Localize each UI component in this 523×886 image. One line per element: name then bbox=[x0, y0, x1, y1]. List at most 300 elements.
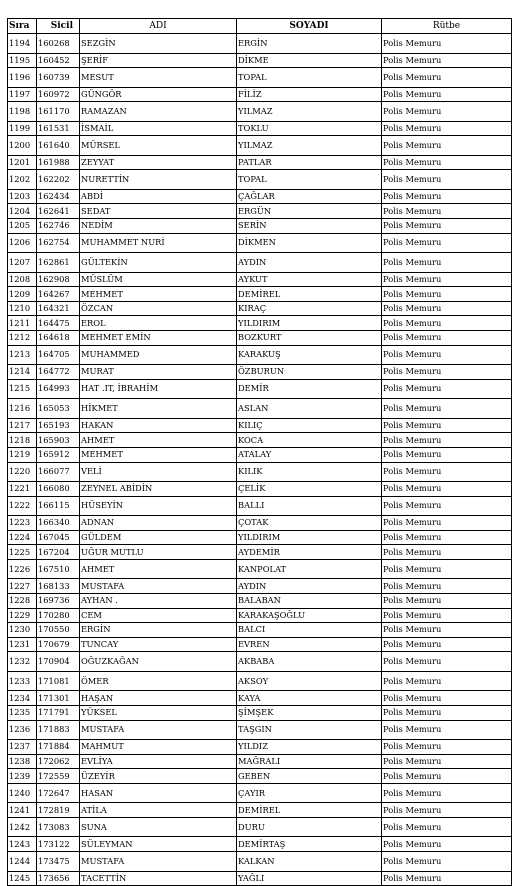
sicil-cell: 171791 bbox=[37, 705, 80, 720]
sicil-cell: 171884 bbox=[37, 740, 80, 755]
table-row bbox=[8, 871, 512, 886]
table-row bbox=[8, 516, 512, 531]
adi-cell: GÜLTEKİN bbox=[80, 253, 237, 273]
adi-cell: HÜSEYİN bbox=[80, 496, 237, 516]
soyadi-cell: AKSOY bbox=[237, 671, 382, 691]
table-row bbox=[8, 379, 512, 399]
rutbe-cell: Polis Memuru bbox=[382, 365, 512, 380]
table-row bbox=[8, 769, 512, 784]
rutbe-cell: Polis Memuru bbox=[382, 482, 512, 497]
rutbe-cell: Polis Memuru bbox=[382, 652, 512, 672]
sicil-cell: 173475 bbox=[37, 852, 80, 872]
sicil-cell: 162641 bbox=[37, 204, 80, 219]
sicil-cell: 160268 bbox=[37, 34, 80, 54]
rutbe-cell: Polis Memuru bbox=[382, 852, 512, 872]
soyadi-cell: YILDIRIM bbox=[237, 530, 382, 545]
table-row bbox=[8, 301, 512, 316]
header-row bbox=[8, 19, 512, 34]
sira-cell: 1224 bbox=[8, 530, 37, 545]
sicil-cell: 170280 bbox=[37, 608, 80, 623]
sicil-cell: 164475 bbox=[37, 316, 80, 331]
table-row bbox=[8, 530, 512, 545]
soyadi-cell: YAĞLI bbox=[237, 871, 382, 886]
adi-cell: ATİLA bbox=[80, 803, 237, 818]
sicil-cell: 162434 bbox=[37, 189, 80, 204]
table-row bbox=[8, 170, 512, 190]
table-row bbox=[8, 121, 512, 136]
sicil-cell: 165053 bbox=[37, 399, 80, 419]
sira-cell: 1220 bbox=[8, 462, 37, 482]
sira-cell: 1198 bbox=[8, 102, 37, 122]
adi-cell: MÜSLÜM bbox=[80, 272, 237, 287]
adi-cell: ZEYNEL ABİDİN bbox=[80, 482, 237, 497]
soyadi-cell: KALKAN bbox=[237, 852, 382, 872]
rutbe-cell: Polis Memuru bbox=[382, 272, 512, 287]
sicil-cell: 169736 bbox=[37, 593, 80, 608]
rutbe-cell: Polis Memuru bbox=[382, 155, 512, 170]
rutbe-cell: Polis Memuru bbox=[382, 136, 512, 156]
rutbe-cell: Polis Memuru bbox=[382, 691, 512, 706]
adi-cell: MEHMET bbox=[80, 287, 237, 302]
sicil-cell: 171081 bbox=[37, 671, 80, 691]
table-row bbox=[8, 399, 512, 419]
sira-cell: 1211 bbox=[8, 316, 37, 331]
sicil-cell: 170679 bbox=[37, 637, 80, 652]
adi-cell: ADNAN bbox=[80, 516, 237, 531]
rutbe-cell: Polis Memuru bbox=[382, 345, 512, 365]
soyadi-cell: AYKUT bbox=[237, 272, 382, 287]
soyadi-cell: YILDIZ bbox=[237, 740, 382, 755]
table-row bbox=[8, 447, 512, 462]
adi-cell: AHMET bbox=[80, 433, 237, 448]
soyadi-cell: ERGÜN bbox=[237, 204, 382, 219]
soyadi-cell: TOKLU bbox=[237, 121, 382, 136]
rutbe-cell: Polis Memuru bbox=[382, 803, 512, 818]
table-row bbox=[8, 559, 512, 579]
rutbe-cell: Polis Memuru bbox=[382, 720, 512, 740]
adi-cell: ÖMER bbox=[80, 671, 237, 691]
rutbe-cell: Polis Memuru bbox=[382, 331, 512, 346]
sira-cell: 1218 bbox=[8, 433, 37, 448]
adi-cell: SUNA bbox=[80, 817, 237, 837]
rutbe-cell: Polis Memuru bbox=[382, 379, 512, 399]
soyadi-cell: KILIK bbox=[237, 462, 382, 482]
rutbe-cell: Polis Memuru bbox=[382, 516, 512, 531]
sicil-cell: 167045 bbox=[37, 530, 80, 545]
adi-cell: MAHMUT bbox=[80, 740, 237, 755]
sicil-cell: 170550 bbox=[37, 623, 80, 638]
rutbe-cell: Polis Memuru bbox=[382, 671, 512, 691]
soyadi-cell: KANPOLAT bbox=[237, 559, 382, 579]
soyadi-cell: KIRAÇ bbox=[237, 301, 382, 316]
sira-cell: 1227 bbox=[8, 579, 37, 594]
table-row bbox=[8, 233, 512, 253]
sicil-cell: 172647 bbox=[37, 783, 80, 803]
table-row bbox=[8, 593, 512, 608]
rutbe-cell: Polis Memuru bbox=[382, 608, 512, 623]
table-row bbox=[8, 155, 512, 170]
sira-cell: 1225 bbox=[8, 545, 37, 560]
adi-cell: EROL bbox=[80, 316, 237, 331]
adi-cell: VELİ bbox=[80, 462, 237, 482]
rutbe-cell: Polis Memuru bbox=[382, 623, 512, 638]
column-header-adi: ADI bbox=[80, 19, 237, 34]
adi-cell: ÖZCAN bbox=[80, 301, 237, 316]
rutbe-cell: Polis Memuru bbox=[382, 593, 512, 608]
sira-cell: 1243 bbox=[8, 837, 37, 852]
sira-cell: 1245 bbox=[8, 871, 37, 886]
soyadi-cell: ERGİN bbox=[237, 34, 382, 54]
sicil-cell: 171301 bbox=[37, 691, 80, 706]
adi-cell: NEDİM bbox=[80, 219, 237, 234]
table-row bbox=[8, 418, 512, 433]
table-row bbox=[8, 705, 512, 720]
adi-cell: ÜZEYİR bbox=[80, 769, 237, 784]
adi-cell: ŞERİF bbox=[80, 53, 237, 68]
sira-cell: 1228 bbox=[8, 593, 37, 608]
table-row bbox=[8, 189, 512, 204]
personnel-table bbox=[7, 18, 512, 886]
adi-cell: HASAN bbox=[80, 783, 237, 803]
sicil-cell: 172062 bbox=[37, 754, 80, 769]
adi-cell: NURETTİN bbox=[80, 170, 237, 190]
rutbe-cell: Polis Memuru bbox=[382, 121, 512, 136]
sicil-cell: 165193 bbox=[37, 418, 80, 433]
sira-cell: 1239 bbox=[8, 769, 37, 784]
soyadi-cell: ÇAYIR bbox=[237, 783, 382, 803]
rutbe-cell: Polis Memuru bbox=[382, 53, 512, 68]
sicil-cell: 164267 bbox=[37, 287, 80, 302]
soyadi-cell: PATLAR bbox=[237, 155, 382, 170]
adi-cell: HAŞAN bbox=[80, 691, 237, 706]
sira-cell: 1202 bbox=[8, 170, 37, 190]
table-row bbox=[8, 671, 512, 691]
sicil-cell: 173656 bbox=[37, 871, 80, 886]
sira-cell: 1234 bbox=[8, 691, 37, 706]
soyadi-cell: TOPAL bbox=[237, 170, 382, 190]
sira-cell: 1207 bbox=[8, 253, 37, 273]
column-header-sira: Sıra bbox=[8, 19, 37, 34]
adi-cell: MEHMET EMİN bbox=[80, 331, 237, 346]
sicil-cell: 161988 bbox=[37, 155, 80, 170]
rutbe-cell: Polis Memuru bbox=[382, 559, 512, 579]
table-row bbox=[8, 204, 512, 219]
table-row bbox=[8, 34, 512, 54]
rutbe-cell: Polis Memuru bbox=[382, 637, 512, 652]
soyadi-cell: GEBEN bbox=[237, 769, 382, 784]
sicil-cell: 164993 bbox=[37, 379, 80, 399]
sira-cell: 1217 bbox=[8, 418, 37, 433]
soyadi-cell: AYDIN bbox=[237, 579, 382, 594]
sira-cell: 1201 bbox=[8, 155, 37, 170]
sicil-cell: 161170 bbox=[37, 102, 80, 122]
adi-cell: ZEYYAT bbox=[80, 155, 237, 170]
soyadi-cell: EVREN bbox=[237, 637, 382, 652]
table-row bbox=[8, 579, 512, 594]
sicil-cell: 172559 bbox=[37, 769, 80, 784]
table-body bbox=[8, 34, 512, 886]
rutbe-cell: Polis Memuru bbox=[382, 837, 512, 852]
sicil-cell: 160452 bbox=[37, 53, 80, 68]
sira-cell: 1199 bbox=[8, 121, 37, 136]
soyadi-cell: MAĞRALI bbox=[237, 754, 382, 769]
soyadi-cell: DİKME bbox=[237, 53, 382, 68]
sicil-cell: 167510 bbox=[37, 559, 80, 579]
sira-cell: 1244 bbox=[8, 852, 37, 872]
soyadi-cell: DİKMEN bbox=[237, 233, 382, 253]
rutbe-cell: Polis Memuru bbox=[382, 68, 512, 88]
sira-cell: 1233 bbox=[8, 671, 37, 691]
soyadi-cell: TAŞGIN bbox=[237, 720, 382, 740]
rutbe-cell: Polis Memuru bbox=[382, 530, 512, 545]
adi-cell: SÜLEYMAN bbox=[80, 837, 237, 852]
soyadi-cell: DEMİRTAŞ bbox=[237, 837, 382, 852]
rutbe-cell: Polis Memuru bbox=[382, 399, 512, 419]
table-row bbox=[8, 365, 512, 380]
table-row bbox=[8, 837, 512, 852]
adi-cell: ERGİN bbox=[80, 623, 237, 638]
table-row bbox=[8, 496, 512, 516]
adi-cell: AYHAN . bbox=[80, 593, 237, 608]
table-row bbox=[8, 68, 512, 88]
sira-cell: 1237 bbox=[8, 740, 37, 755]
sicil-cell: 162754 bbox=[37, 233, 80, 253]
sicil-cell: 166340 bbox=[37, 516, 80, 531]
sicil-cell: 164772 bbox=[37, 365, 80, 380]
adi-cell: MÜRSEL bbox=[80, 136, 237, 156]
sira-cell: 1238 bbox=[8, 754, 37, 769]
sira-cell: 1242 bbox=[8, 817, 37, 837]
soyadi-cell: AYDIN bbox=[237, 253, 382, 273]
sicil-cell: 167204 bbox=[37, 545, 80, 560]
column-header-soyadi: SOYADI bbox=[237, 19, 382, 34]
sicil-cell: 162746 bbox=[37, 219, 80, 234]
soyadi-cell: ÇAĞLAR bbox=[237, 189, 382, 204]
adi-cell: CEM bbox=[80, 608, 237, 623]
soyadi-cell: ATALAY bbox=[237, 447, 382, 462]
table-row bbox=[8, 287, 512, 302]
soyadi-cell: YILDIRIM bbox=[237, 316, 382, 331]
table-row bbox=[8, 803, 512, 818]
soyadi-cell: BALCI bbox=[237, 623, 382, 638]
rutbe-cell: Polis Memuru bbox=[382, 102, 512, 122]
adi-cell: MUSTAFA bbox=[80, 720, 237, 740]
table-row bbox=[8, 462, 512, 482]
rutbe-cell: Polis Memuru bbox=[382, 740, 512, 755]
sicil-cell: 162861 bbox=[37, 253, 80, 273]
table-row bbox=[8, 272, 512, 287]
soyadi-cell: TOPAL bbox=[237, 68, 382, 88]
soyadi-cell: YILMAZ bbox=[237, 102, 382, 122]
sicil-cell: 166115 bbox=[37, 496, 80, 516]
sira-cell: 1204 bbox=[8, 204, 37, 219]
rutbe-cell: Polis Memuru bbox=[382, 433, 512, 448]
adi-cell: MUHAMMET NURİ bbox=[80, 233, 237, 253]
adi-cell: SEZGİN bbox=[80, 34, 237, 54]
table-row bbox=[8, 136, 512, 156]
sicil-cell: 164321 bbox=[37, 301, 80, 316]
adi-cell: OĞUZKAĞAN bbox=[80, 652, 237, 672]
table-row bbox=[8, 253, 512, 273]
adi-cell: YÜKSEL bbox=[80, 705, 237, 720]
table-row bbox=[8, 623, 512, 638]
soyadi-cell: FİLİZ bbox=[237, 87, 382, 102]
rutbe-cell: Polis Memuru bbox=[382, 871, 512, 886]
soyadi-cell: DURU bbox=[237, 817, 382, 837]
sicil-cell: 162908 bbox=[37, 272, 80, 287]
sira-cell: 1226 bbox=[8, 559, 37, 579]
table-row bbox=[8, 345, 512, 365]
soyadi-cell: ÇOTAK bbox=[237, 516, 382, 531]
rutbe-cell: Polis Memuru bbox=[382, 754, 512, 769]
rutbe-cell: Polis Memuru bbox=[382, 783, 512, 803]
column-header-sicil: Sicil bbox=[37, 19, 80, 34]
sira-cell: 1214 bbox=[8, 365, 37, 380]
sicil-cell: 160739 bbox=[37, 68, 80, 88]
sira-cell: 1230 bbox=[8, 623, 37, 638]
table-row bbox=[8, 102, 512, 122]
table-row bbox=[8, 720, 512, 740]
adi-cell: EVLİYA bbox=[80, 754, 237, 769]
rutbe-cell: Polis Memuru bbox=[382, 447, 512, 462]
sicil-cell: 166080 bbox=[37, 482, 80, 497]
sira-cell: 1213 bbox=[8, 345, 37, 365]
sira-cell: 1205 bbox=[8, 219, 37, 234]
adi-cell: İSMAİL bbox=[80, 121, 237, 136]
rutbe-cell: Polis Memuru bbox=[382, 769, 512, 784]
soyadi-cell: DEMİREL bbox=[237, 803, 382, 818]
adi-cell: MUHAMMED bbox=[80, 345, 237, 365]
sira-cell: 1221 bbox=[8, 482, 37, 497]
rutbe-cell: Polis Memuru bbox=[382, 817, 512, 837]
sira-cell: 1231 bbox=[8, 637, 37, 652]
sira-cell: 1200 bbox=[8, 136, 37, 156]
sira-cell: 1216 bbox=[8, 399, 37, 419]
rutbe-cell: Polis Memuru bbox=[382, 204, 512, 219]
table-row bbox=[8, 331, 512, 346]
soyadi-cell: DEMİR bbox=[237, 379, 382, 399]
sira-cell: 1196 bbox=[8, 68, 37, 88]
adi-cell: MURAT bbox=[80, 365, 237, 380]
adi-cell: MEHMET bbox=[80, 447, 237, 462]
sicil-cell: 173083 bbox=[37, 817, 80, 837]
sira-cell: 1235 bbox=[8, 705, 37, 720]
sicil-cell: 171883 bbox=[37, 720, 80, 740]
soyadi-cell: KAYA bbox=[237, 691, 382, 706]
rutbe-cell: Polis Memuru bbox=[382, 301, 512, 316]
sira-cell: 1206 bbox=[8, 233, 37, 253]
soyadi-cell: ÖZBURUN bbox=[237, 365, 382, 380]
rutbe-cell: Polis Memuru bbox=[382, 316, 512, 331]
sira-cell: 1240 bbox=[8, 783, 37, 803]
rutbe-cell: Polis Memuru bbox=[382, 87, 512, 102]
rutbe-cell: Polis Memuru bbox=[382, 189, 512, 204]
sira-cell: 1194 bbox=[8, 34, 37, 54]
adi-cell: RAMAZAN bbox=[80, 102, 237, 122]
sicil-cell: 164705 bbox=[37, 345, 80, 365]
adi-cell: TACETTİN bbox=[80, 871, 237, 886]
table-row bbox=[8, 608, 512, 623]
adi-cell: SEDAT bbox=[80, 204, 237, 219]
adi-cell: HAKAN bbox=[80, 418, 237, 433]
sira-cell: 1232 bbox=[8, 652, 37, 672]
adi-cell: MESUT bbox=[80, 68, 237, 88]
sicil-cell: 173122 bbox=[37, 837, 80, 852]
soyadi-cell: SERİN bbox=[237, 219, 382, 234]
sicil-cell: 170904 bbox=[37, 652, 80, 672]
soyadi-cell: KILIÇ bbox=[237, 418, 382, 433]
table-row bbox=[8, 691, 512, 706]
rutbe-cell: Polis Memuru bbox=[382, 287, 512, 302]
soyadi-cell: BOZKURT bbox=[237, 331, 382, 346]
sira-cell: 1219 bbox=[8, 447, 37, 462]
sicil-cell: 162202 bbox=[37, 170, 80, 190]
sira-cell: 1209 bbox=[8, 287, 37, 302]
table-row bbox=[8, 852, 512, 872]
table-row bbox=[8, 53, 512, 68]
sicil-cell: 168133 bbox=[37, 579, 80, 594]
sicil-cell: 164618 bbox=[37, 331, 80, 346]
table-row bbox=[8, 740, 512, 755]
soyadi-cell: AYDEMİR bbox=[237, 545, 382, 560]
soyadi-cell: BALLI bbox=[237, 496, 382, 516]
sira-cell: 1197 bbox=[8, 87, 37, 102]
soyadi-cell: KARAKUŞ bbox=[237, 345, 382, 365]
soyadi-cell: ŞİMŞEK bbox=[237, 705, 382, 720]
rutbe-cell: Polis Memuru bbox=[382, 253, 512, 273]
adi-cell: MUSTAFA bbox=[80, 579, 237, 594]
sicil-cell: 165912 bbox=[37, 447, 80, 462]
sicil-cell: 160972 bbox=[37, 87, 80, 102]
column-header-rutbe: Rütbe bbox=[382, 19, 512, 34]
table-row bbox=[8, 87, 512, 102]
sira-cell: 1195 bbox=[8, 53, 37, 68]
sicil-cell: 165903 bbox=[37, 433, 80, 448]
sira-cell: 1215 bbox=[8, 379, 37, 399]
soyadi-cell: KOCA bbox=[237, 433, 382, 448]
sira-cell: 1229 bbox=[8, 608, 37, 623]
rutbe-cell: Polis Memuru bbox=[382, 34, 512, 54]
table-row bbox=[8, 637, 512, 652]
soyadi-cell: ASLAN bbox=[237, 399, 382, 419]
sira-cell: 1222 bbox=[8, 496, 37, 516]
soyadi-cell: BALABAN bbox=[237, 593, 382, 608]
soyadi-cell: ÇELİK bbox=[237, 482, 382, 497]
table-row bbox=[8, 482, 512, 497]
table-row bbox=[8, 219, 512, 234]
rutbe-cell: Polis Memuru bbox=[382, 418, 512, 433]
table-row bbox=[8, 783, 512, 803]
rutbe-cell: Polis Memuru bbox=[382, 705, 512, 720]
adi-cell: AHMET bbox=[80, 559, 237, 579]
sicil-cell: 161640 bbox=[37, 136, 80, 156]
adi-cell: GÜNGÖR bbox=[80, 87, 237, 102]
rutbe-cell: Polis Memuru bbox=[382, 545, 512, 560]
soyadi-cell: YILMAZ bbox=[237, 136, 382, 156]
adi-cell: HİKMET bbox=[80, 399, 237, 419]
table-row bbox=[8, 316, 512, 331]
adi-cell: HAT .IT, İBRAHİM bbox=[80, 379, 237, 399]
rutbe-cell: Polis Memuru bbox=[382, 579, 512, 594]
sira-cell: 1203 bbox=[8, 189, 37, 204]
soyadi-cell: DEMİREL bbox=[237, 287, 382, 302]
adi-cell: MUSTAFA bbox=[80, 852, 237, 872]
table-row bbox=[8, 545, 512, 560]
table-row bbox=[8, 433, 512, 448]
sira-cell: 1223 bbox=[8, 516, 37, 531]
sira-cell: 1208 bbox=[8, 272, 37, 287]
sira-cell: 1210 bbox=[8, 301, 37, 316]
